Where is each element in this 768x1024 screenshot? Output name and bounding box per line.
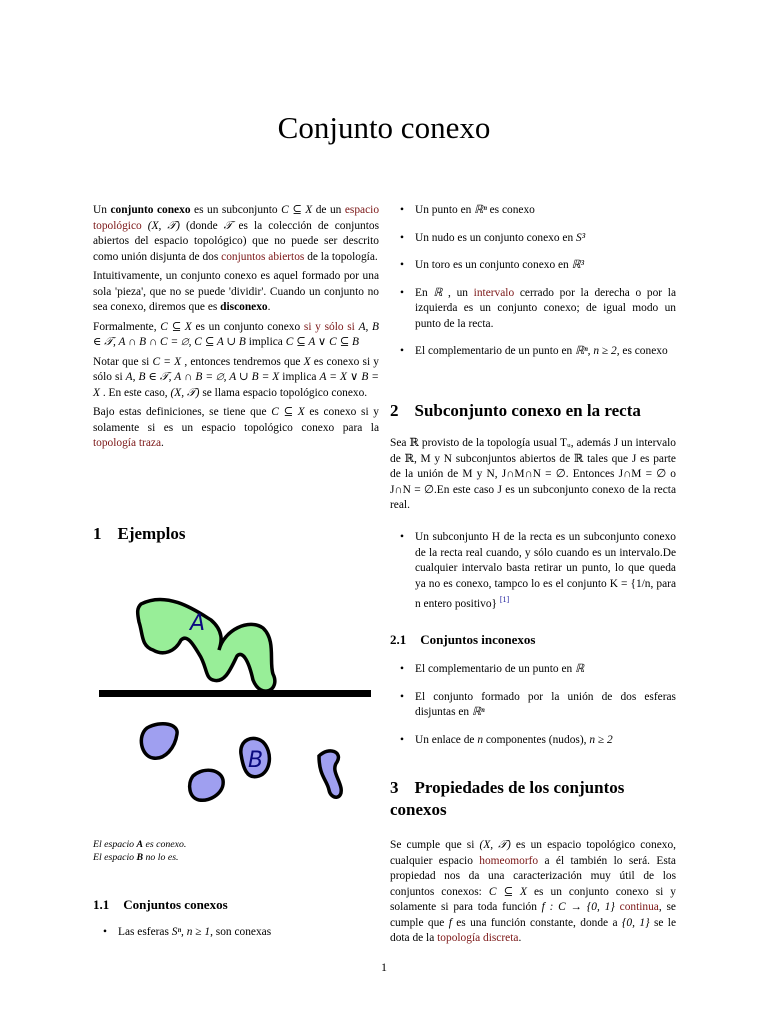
separator-line: [99, 690, 371, 697]
label-b: B: [248, 748, 264, 773]
subsection-2-1-heading: 2.1 Conjuntos inconexos: [390, 632, 536, 647]
list-item: • Un enlace de n componentes (nudos), n ≥ 2: [400, 733, 613, 746]
intuitive-paragraph: Intuitivamente, un conjunto conexo es aquel formado por una sola 'pieza', que no se puede 'dividir'. Cuando un conjunto no sea conexo, diremos que es disconexo.: [93, 270, 379, 313]
intro-paragraph: Un conjunto conexo es un subconjunto C ⊆ X de un espacio topológico (X, 𝒯) (donde 𝒯 es la colección de conjuntos abiertos del espacio topológico) que no puede ser descrito como unión disjunta de dos conjuntos abiertos de la topología.: [93, 204, 380, 263]
disconnected-piece-2: [190, 770, 224, 800]
article-title: Conjunto conexo: [277, 110, 491, 145]
trace-paragraph: Bajo estas definiciones, se tiene que C ⊆ X es conexo si y solamente si es un espacio topológico conexo para la topología traza.: [93, 406, 380, 449]
examples-list: [390, 203, 676, 360]
page-number: 1: [381, 960, 387, 974]
list-item: • El complementario de un punto en ℝ: [400, 663, 585, 675]
section-1-heading: 1 Ejemplos: [93, 524, 186, 543]
note-paragraph: Notar que si C = X , entonces tendremos que X es conexo si y sólo si A, B ∈ 𝒯, A ∩ B = ∅, A ∪ B = X implica A = X ∨ B = X . En este caso, (X, 𝒯) se llama espacio topológico conexo.: [93, 355, 379, 399]
list-item: • En ℝ , un intervalo cerrado por la derecha o por la izquierda es un conjunto conexo; de igual modo un punto de la recta.: [400, 286, 676, 330]
subsection-1-1-heading: 1.1 Conjuntos conexos: [93, 897, 228, 912]
list-item: • Un subconjunto H de la recta es un subconjunto conexo de la recta real cuando, y sólo cuando es un intervalo.De cualquier intervalo basta retirar un punto, lo que queda ya no es conexo, tampco lo es el conjunto K = {1/n, para n entero positivo} [1]: [400, 531, 676, 610]
disconnected-piece-4: [319, 751, 341, 797]
section-3-heading: 3 Propiedades de los conjuntos conexos: [390, 778, 625, 819]
link-intervalo[interactable]: intervalo: [473, 286, 515, 299]
link-conjuntos-abiertos[interactable]: conjuntos abiertos: [221, 250, 305, 263]
section-2-heading: 2 Subconjunto conexo en la recta: [390, 401, 641, 420]
list-item: • El conjunto formado por la unión de dos esferas disjuntas en ℝⁿ: [400, 690, 676, 718]
label-a: A: [190, 611, 206, 636]
section-3-paragraph: Se cumple que si (X, 𝒯) es un espacio topológico conexo, cualquier espacio homeomorfo a él también lo será. Esta propiedad nos da una caracterización muy útil de los conjuntos conexos: C ⊆ X es un conjunto conexo si y solamente si para toda función f : C → {0, 1} continua, se cumple que f es una función constante, donde a {0, 1} se le dota de la topología discreta.: [390, 839, 677, 944]
list-item: • Las esferas Sⁿ, n ≥ 1, son conexas: [103, 926, 272, 938]
disconnected-list: [390, 662, 676, 748]
connectedness-figure: [93, 580, 383, 810]
connected-list: [93, 925, 379, 941]
figure-caption: El espacio A es conexo. El espacio B no lo es.: [93, 839, 187, 863]
section-2-list: [390, 530, 676, 612]
list-item: • Un punto en ℝⁿ es conexo: [400, 204, 535, 216]
connected-set-a: [138, 599, 275, 691]
list-item: • El complementario de un punto en ℝⁿ, n ≥ 2, es conexo: [400, 345, 668, 357]
link-topologia-traza[interactable]: topología traza: [93, 437, 161, 449]
left-column: [93, 203, 379, 456]
link-homeomorfo[interactable]: homeomorfo: [479, 854, 539, 867]
link-espacio-topologico[interactable]: espacio topológico: [93, 204, 380, 232]
link-topologia-discreta[interactable]: topología discreta: [437, 932, 519, 944]
citation-1[interactable]: [1]: [499, 595, 510, 604]
link-continua[interactable]: continua: [619, 901, 659, 913]
formal-paragraph: Formalmente, C ⊆ X es un conjunto conexo si y sólo si A, B ∈ 𝒯, A ∩ B ∩ C = ∅, C ⊆ A ∪ B implica C ⊆ A ∨ C ⊆ B: [93, 320, 380, 348]
list-item: • Un toro es un conjunto conexo en ℝ³: [400, 259, 585, 271]
disconnected-piece-1: [141, 724, 177, 758]
list-item: • Un nudo es un conjunto conexo en S³: [400, 231, 586, 244]
section-2-paragraph: Sea ℝ provisto de la topología usual Tᵤ, además J un intervalo de ℝ, M y N subconjuntos abiertos de ℝ tales que J es parte de la unión de M y N, J∩M∩N = ∅. Entonces J∩M = ∅ o J∩N = ∅.En este caso J es un subconjunto conexo de la recta real.: [390, 437, 676, 511]
link-si-y-solo-si[interactable]: si y sólo si: [303, 320, 355, 333]
